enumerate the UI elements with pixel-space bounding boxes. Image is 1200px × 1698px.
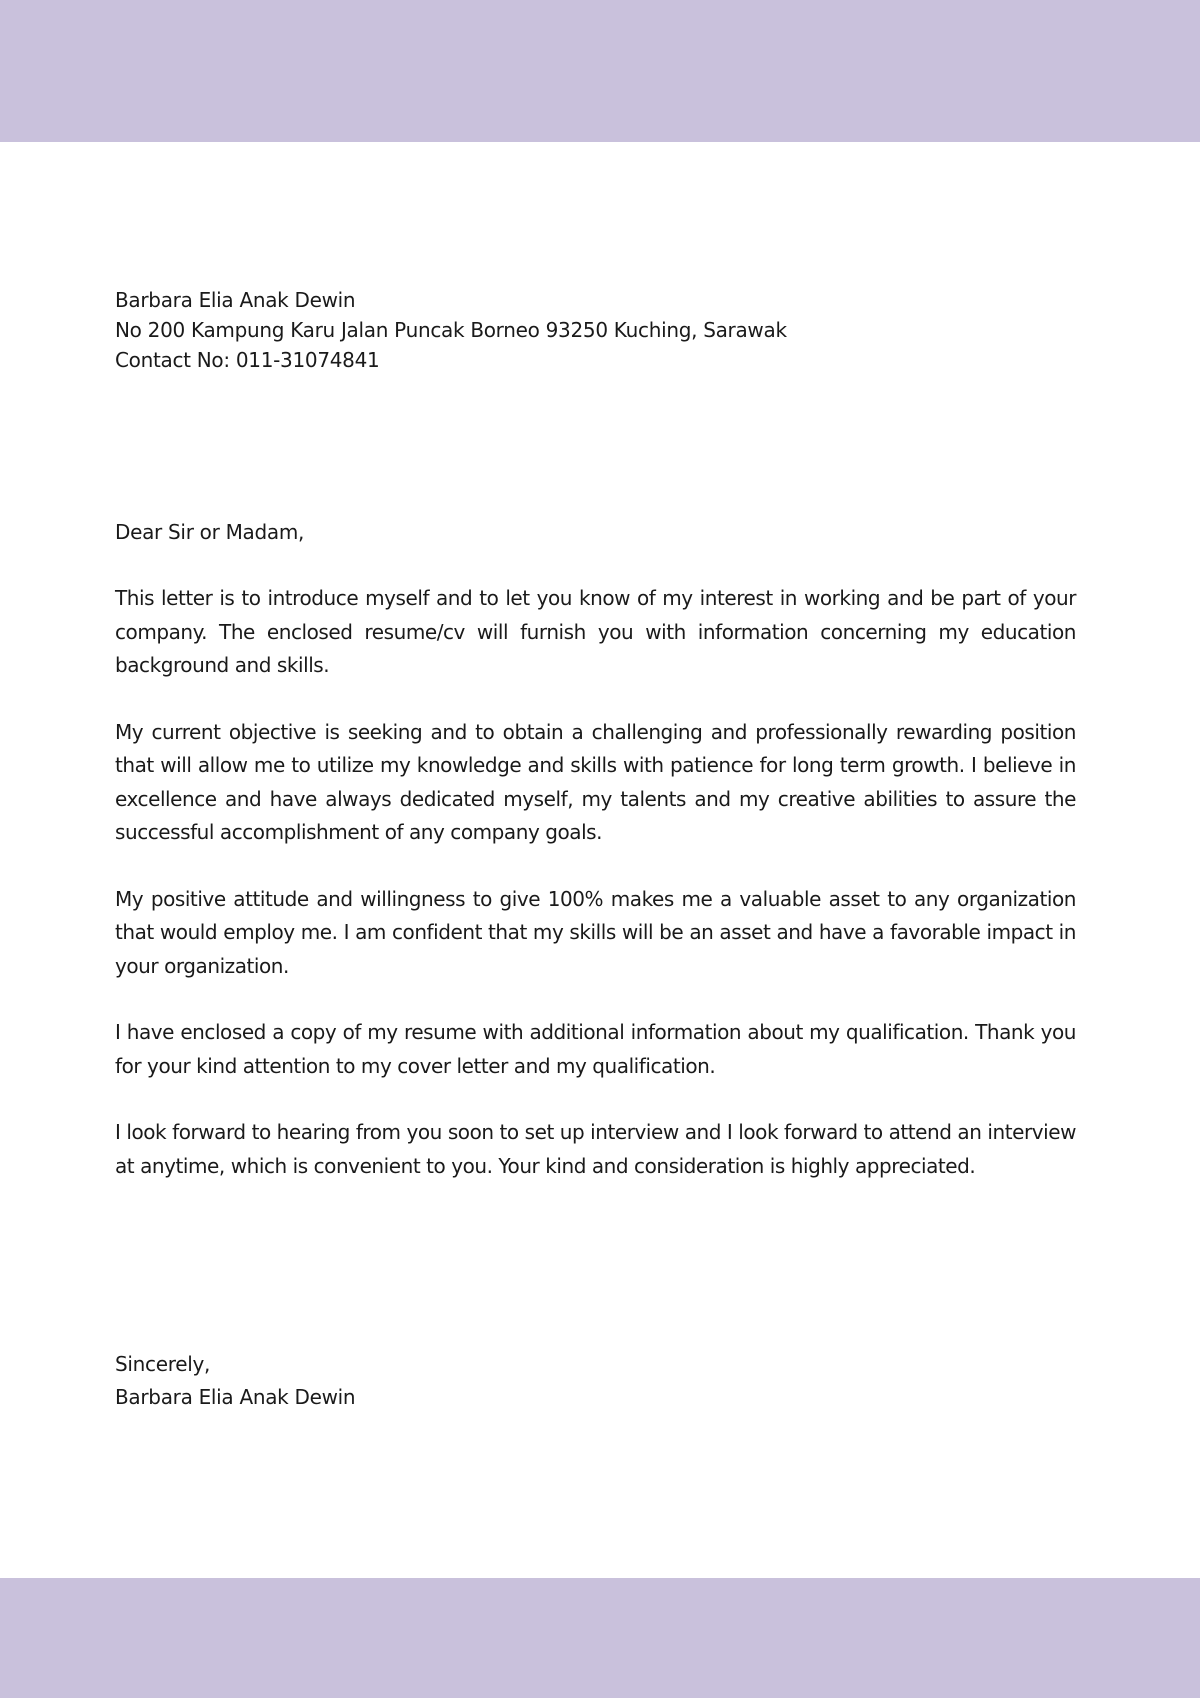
signature-name: Barbara Elia Anak Dewin (115, 1385, 356, 1409)
sender-name: Barbara Elia Anak Dewin (115, 288, 356, 312)
sender-contact: Contact No: 011-31074841 (115, 348, 380, 372)
closing-block (115, 1348, 355, 1414)
sender-block (115, 285, 1095, 375)
letter-body (115, 582, 1076, 1216)
body-paragraph: I have enclosed a copy of my resume with additional information about my qualification. Thank you for your kind attention to my cover letter and my qualification. (115, 1020, 1076, 1078)
body-paragraph: My positive attitude and willingness to give 100% makes me a valuable asset to any organization that would employ me. I am confident that my skills will be an asset and have a favorable impact in your organization. (115, 886, 1076, 978)
sender-address: No 200 Kampung Karu Jalan Puncak Borneo 93250 Kuching, Sarawak (115, 318, 787, 342)
body-paragraph: My current objective is seeking and to obtain a challenging and professionally rewarding position that will allow me to utilize my knowledge and skills with patience for long term growth. I believe in excellence and have always dedicated myself, my talents and my creative abilities to assure the successful accomplishment of any company goals. (115, 719, 1076, 844)
salutation: Dear Sir or Madam, (115, 520, 305, 544)
header-band (0, 0, 1200, 142)
body-paragraph: This letter is to introduce myself and to let you know of my interest in working and be part of your company. The enclosed resume/cv will furnish you with information concerning my education background and skills. (115, 586, 1076, 677)
footer-band (0, 1578, 1200, 1698)
valediction: Sincerely, (115, 1352, 211, 1376)
body-paragraph: I look forward to hearing from you soon to set up interview and I look forward to attend an interview at anytime, which is convenient to you. Your kind and consideration is highly appreciated. (115, 1120, 1076, 1178)
